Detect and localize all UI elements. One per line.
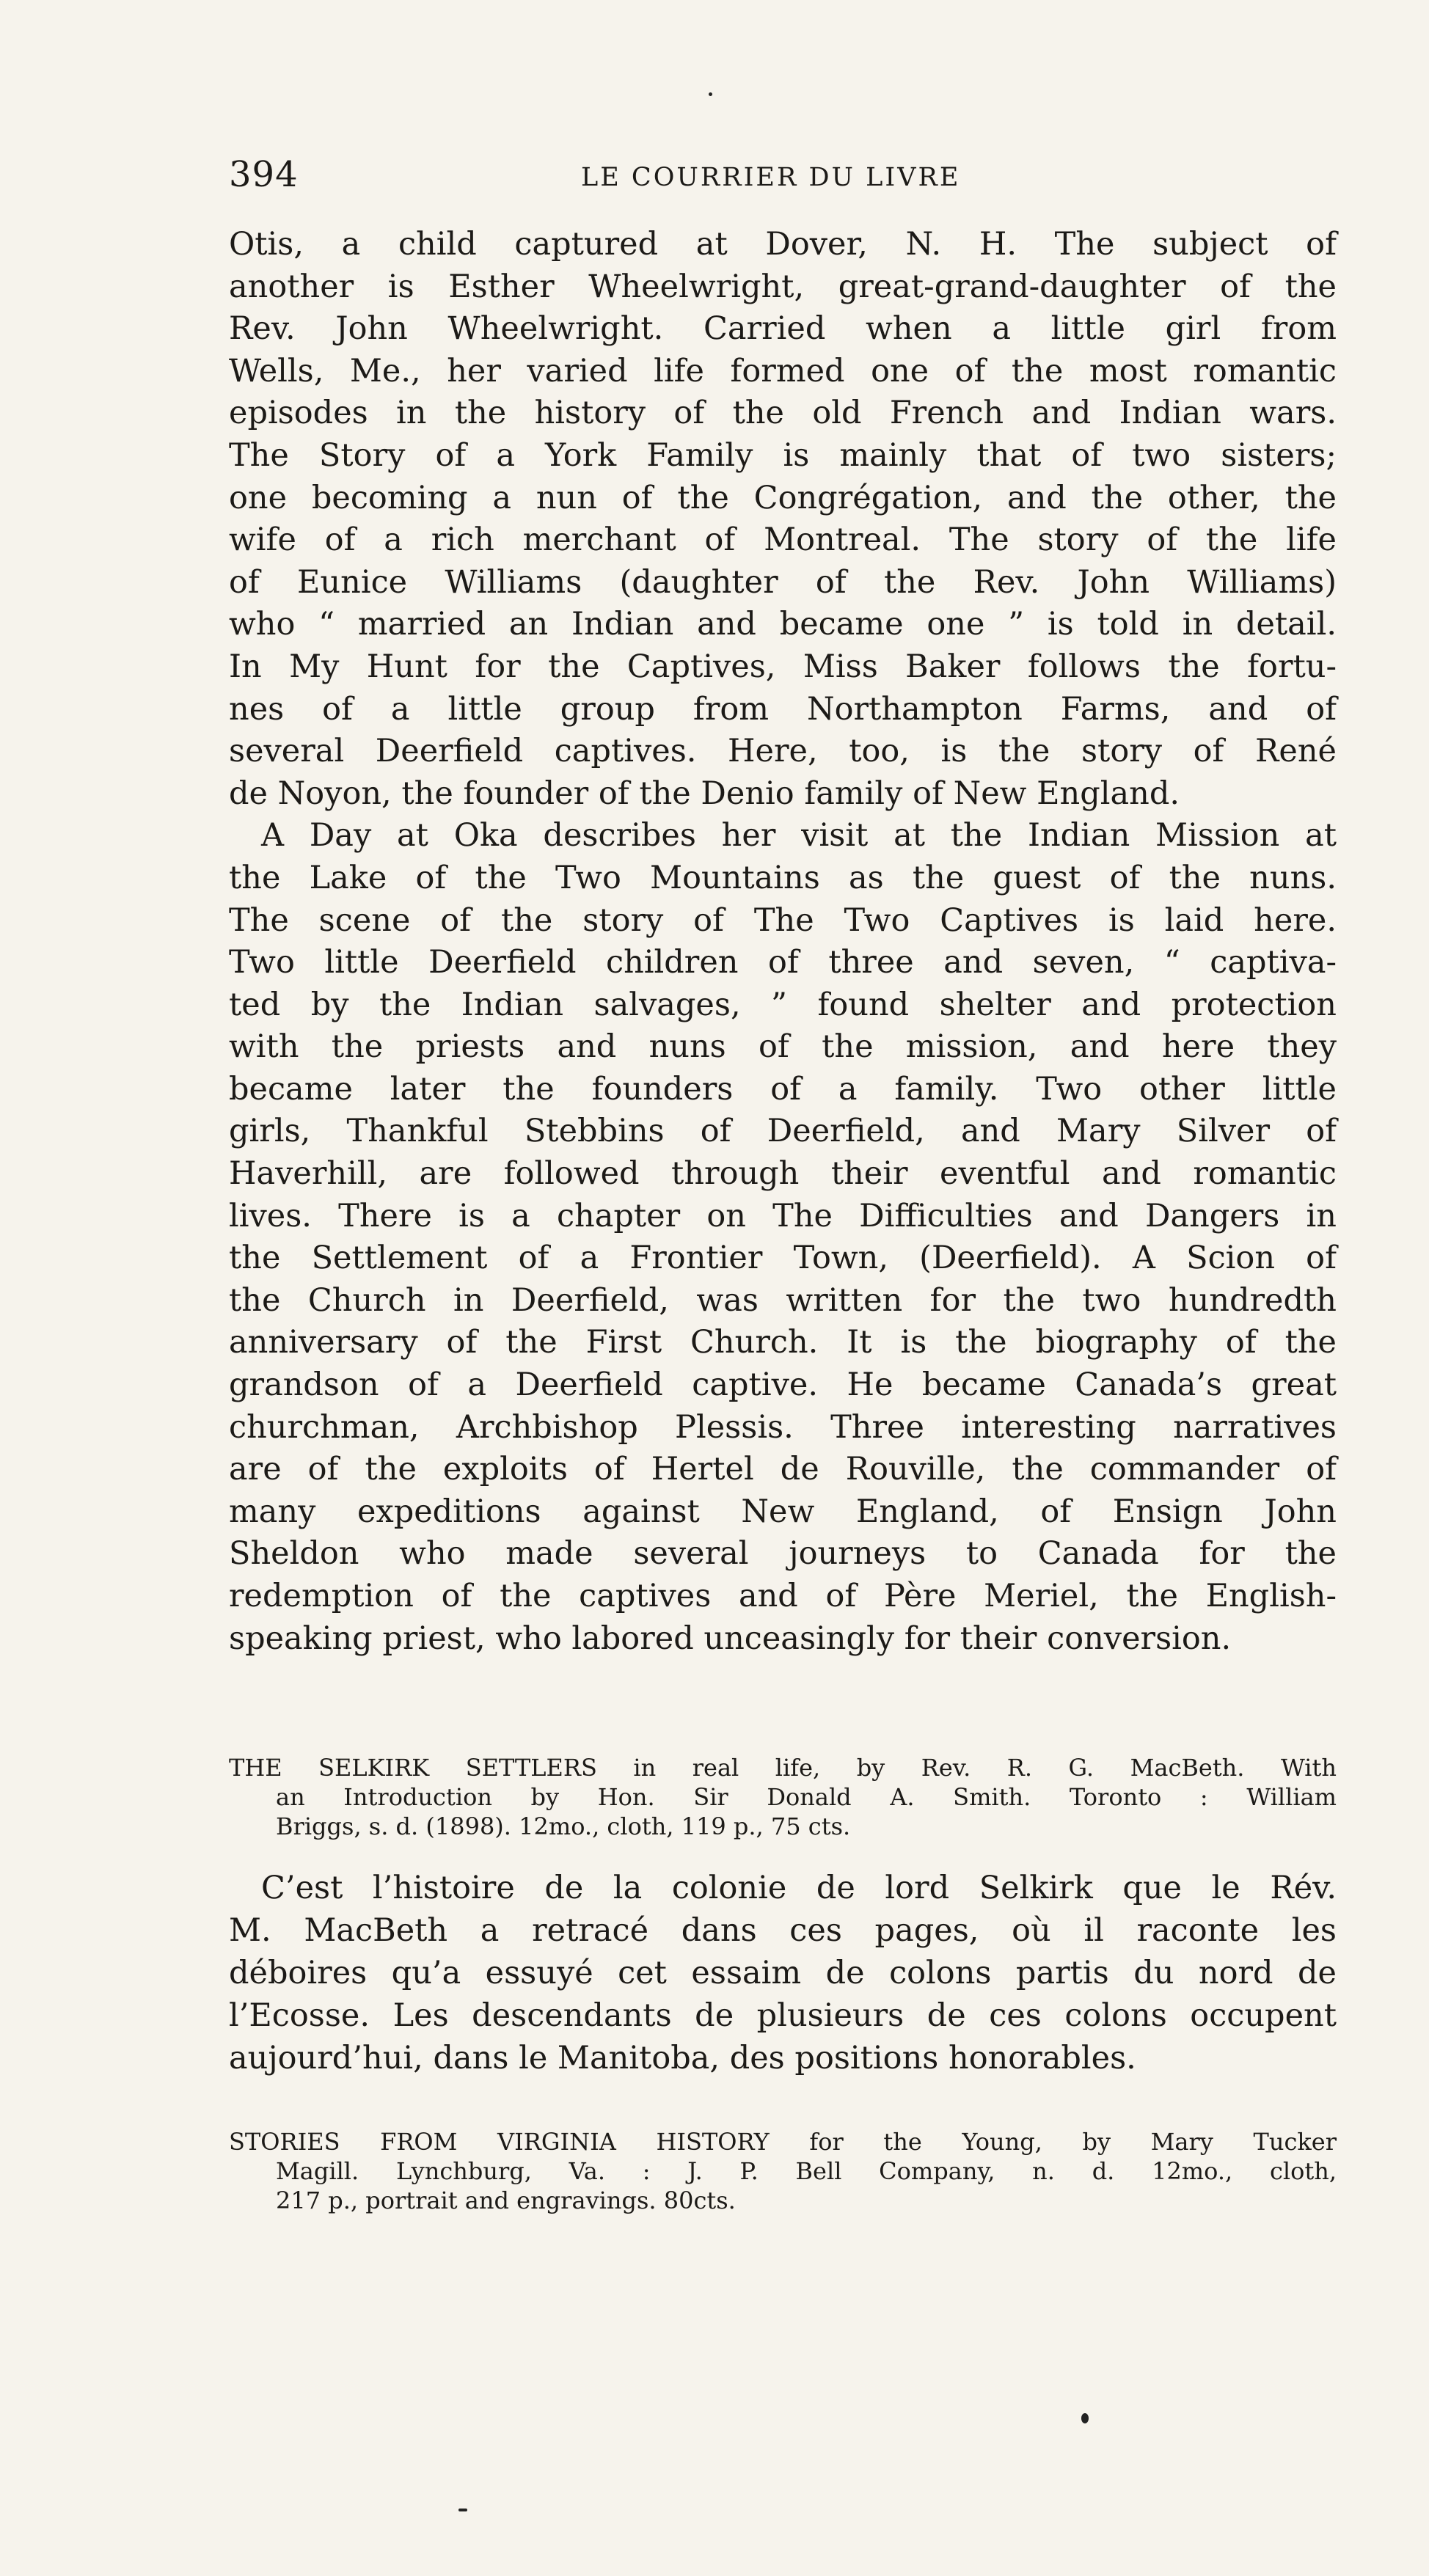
bibliographic-entry-selkirk	[229, 1753, 1337, 1841]
text-line: nes of a little group from Northampton Farms, and of	[229, 690, 1337, 728]
text-line: the Settlement of a Frontier Town, (Deerfield). A Scion of	[229, 1240, 1337, 1277]
ink-speck-top	[709, 92, 712, 96]
text-line: became later the founders of a family. Two other little	[229, 1070, 1337, 1108]
text-line: Wells, Me., her varied life formed one of the most romantic	[229, 352, 1337, 389]
text-line: another is Esther Wheelwright, great-grand-daughter of the	[229, 268, 1337, 305]
text-line: are of the exploits of Hertel de Rouville, the commander of	[229, 1451, 1337, 1488]
text-line: Two little Deerfield children of three and seven, “ captiva-	[229, 944, 1337, 981]
bibliographic-entry-virginia	[229, 2127, 1337, 2215]
review-line: aujourd’hui, dans le Manitoba, des positions honorables.	[229, 2040, 1136, 2076]
text-line: The Story of a York Family is mainly that of two sisters;	[229, 436, 1337, 474]
text-line: churchman, Archbishop Plessis. Three interesting narratives	[229, 1408, 1337, 1446]
review-line: l’Ecosse. Les descendants de plusieurs de ces colons occupent	[229, 1997, 1337, 2034]
running-title: LE COURRIER DU LIVRE	[581, 163, 961, 192]
text-line: wife of a rich merchant of Montreal. The story of the life	[229, 522, 1337, 559]
review-selkirk	[229, 1867, 1337, 2079]
entry-line: an Introduction by Hon. Sir Donald A. Smith. Toronto : William	[276, 1783, 1337, 1811]
text-line: anniversary of the First Church. It is the biography of the	[229, 1324, 1337, 1361]
text-line: the Church in Deerfield, was written for the two hundredth	[229, 1281, 1337, 1319]
text-line: Sheldon who made several journeys to Canada for the	[229, 1535, 1337, 1573]
review-line: déboires qu’a essuyé cet essaim de colons partis du nord de	[229, 1955, 1337, 1991]
entry-line: Briggs, s. d. (1898). 12mo., cloth, 119 p., 75 cts.	[276, 1812, 851, 1840]
text-line: The scene of the story of The Two Captives is laid here.	[229, 901, 1337, 939]
text-line: girls, Thankful Stebbins of Deerfield, and Mary Silver of	[229, 1113, 1337, 1150]
text-line: ted by the Indian salvages, ” found shelter and protection	[229, 986, 1337, 1023]
ink-speck-bottom-right	[1081, 2413, 1089, 2423]
text-line: Rev. John Wheelwright. Carried when a little girl from	[229, 310, 1337, 348]
entry-line: THE SELKIRK SETTLERS in real life, by Rev. R. G. MacBeth. With	[229, 1754, 1337, 1782]
text-line: one becoming a nun of the Congrégation, and the other, the	[229, 479, 1337, 516]
entry-line: Magill. Lynchburg, Va. : J. P. Bell Company, n. d. 12mo., cloth,	[276, 2157, 1337, 2185]
entry-line: 217 p., portrait and engravings. 80cts.	[276, 2187, 736, 2214]
text-line: many expeditions against New England, of Ensign John	[229, 1493, 1337, 1530]
text-line: speaking priest, who labored unceasingly for their conversion.	[229, 1620, 1232, 1657]
text-line: redemption of the captives and of Père Meriel, the English-	[229, 1578, 1337, 1614]
text-line: A Day at Oka describes her visit at the Indian Mission at	[261, 817, 1337, 855]
review-line: M. MacBeth a retracé dans ces pages, où il raconte les	[229, 1912, 1337, 1949]
text-line: de Noyon, the founder of the Denio family of New England.	[229, 775, 1180, 812]
text-line: who “ married an Indian and became one ” is told in detail.	[229, 606, 1337, 643]
page-number: 394	[229, 154, 299, 195]
body-paragraphs	[229, 224, 1337, 1660]
text-line: with the priests and nuns of the mission, and here they	[229, 1028, 1337, 1066]
review-line: C’est l’histoire de la colonie de lord Selkirk que le Rév.	[261, 1870, 1337, 1906]
page-header	[229, 154, 1337, 198]
text-line: Haverhill, are followed through their eventful and romantic	[229, 1155, 1337, 1193]
text-line: episodes in the history of the old French and Indian wars.	[229, 395, 1337, 432]
text-line: lives. There is a chapter on The Difficulties and Dangers in	[229, 1197, 1337, 1234]
text-line: several Deerfield captives. Here, too, is the story of René	[229, 733, 1337, 770]
text-line: In My Hunt for the Captives, Miss Baker follows the fortu-	[229, 648, 1337, 685]
entry-line: STORIES FROM VIRGINIA HISTORY for the Young, by Mary Tucker	[229, 2128, 1337, 2156]
ink-speck-bottom	[458, 2509, 467, 2511]
text-line: of Eunice Williams (daughter of the Rev. John Williams)	[229, 563, 1337, 601]
text-line: the Lake of the Two Mountains as the guest of the nuns.	[229, 859, 1337, 896]
text-line: Otis, a child captured at Dover, N. H. The subject of	[229, 226, 1337, 263]
text-line: grandson of a Deerfield captive. He became Canada’s great	[229, 1366, 1337, 1404]
